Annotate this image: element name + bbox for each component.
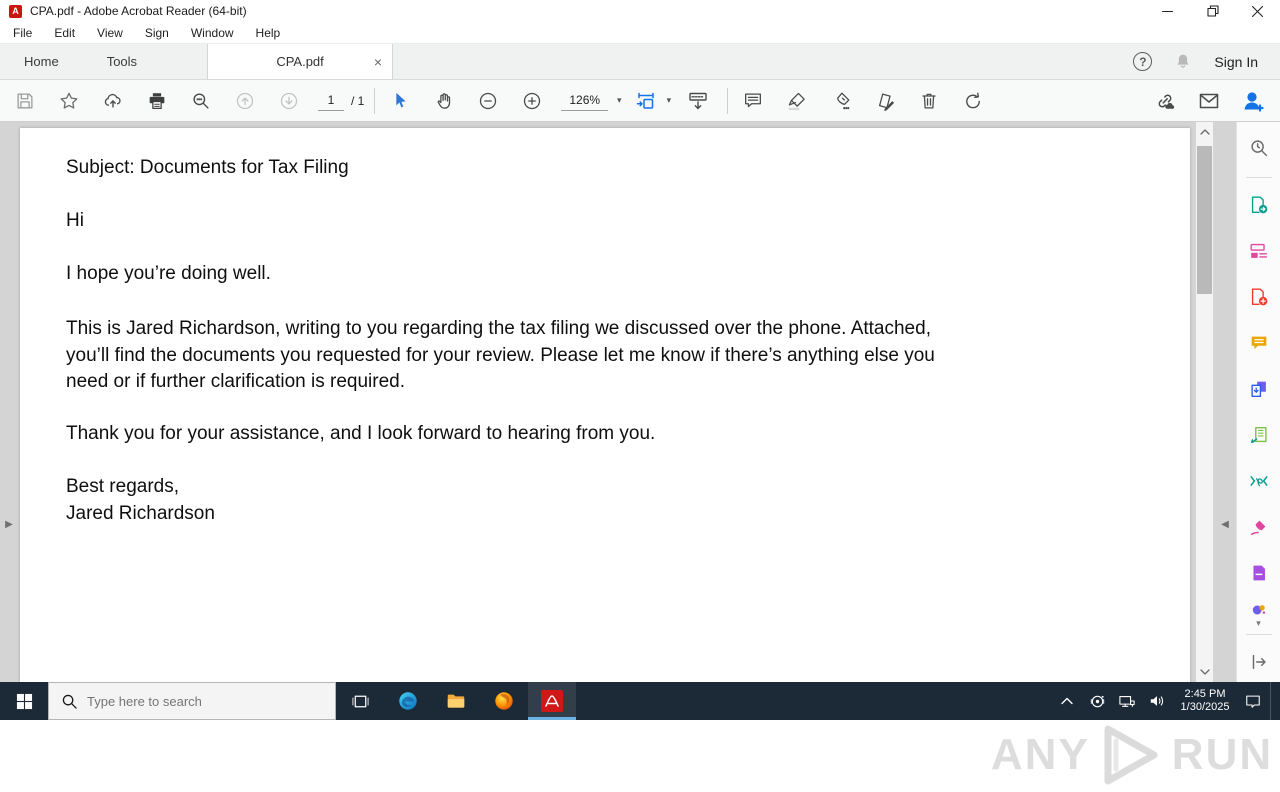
doc-line-greeting: Hi	[66, 210, 84, 231]
chevron-down-icon	[1200, 669, 1210, 675]
page-number-box	[318, 91, 364, 111]
rotate-button[interactable]	[956, 84, 990, 118]
expand-nav-pane-button[interactable]	[1, 514, 17, 534]
doc-body-line-3: need or if further clarification is required.	[66, 371, 405, 392]
title-bar	[0, 0, 1280, 22]
taskbar-search-input[interactable]	[87, 694, 317, 709]
acrobat-taskbar-icon	[541, 690, 563, 712]
star-icon	[58, 90, 80, 112]
envelope-icon	[1197, 89, 1221, 113]
menu-sign[interactable]: Sign	[144, 25, 169, 40]
fit-width-dropdown[interactable]	[634, 89, 672, 113]
more-tools-icon	[1248, 602, 1270, 618]
help-icon[interactable]: ?	[1133, 52, 1152, 71]
minimize-button[interactable]	[1145, 0, 1190, 22]
collapse-tools-pane-button[interactable]	[1216, 514, 1234, 534]
organize-pages-icon	[1248, 424, 1270, 446]
tab-document[interactable]	[207, 44, 393, 79]
hand-tool-button[interactable]	[427, 84, 461, 118]
clock-date: 1/30/2025	[1180, 701, 1230, 713]
profile-button[interactable]	[1236, 84, 1270, 118]
trash-icon	[918, 90, 940, 112]
sidebar-edit-pdf-tool[interactable]	[1242, 234, 1276, 268]
comment-button[interactable]	[736, 84, 770, 118]
fit-width-icon	[634, 89, 658, 113]
select-tool-button[interactable]	[383, 84, 417, 118]
menu-view[interactable]: View	[97, 25, 123, 40]
menu-bar	[0, 22, 1280, 44]
doc-body-line-2: you’ll find the documents you requested for your review. Please let me know if there’s anything else you	[66, 344, 935, 366]
edge-icon	[397, 690, 419, 712]
collapse-left-icon: ◀	[1221, 518, 1229, 530]
find-button[interactable]	[184, 84, 218, 118]
close-icon	[1252, 6, 1263, 17]
firefox-taskbar-button[interactable]	[480, 682, 528, 720]
page-up-icon	[234, 90, 256, 112]
page-down-icon	[278, 90, 300, 112]
firefox-icon	[493, 690, 515, 712]
zoom-out-icon	[477, 90, 499, 112]
tools-sidebar	[1236, 122, 1280, 682]
edit-pdf-icon	[1248, 240, 1270, 262]
minimize-icon	[1162, 6, 1173, 17]
zoom-out-button[interactable]	[471, 84, 505, 118]
delete-button[interactable]	[912, 84, 946, 118]
previous-page-button[interactable]	[228, 84, 262, 118]
notifications-bell-icon[interactable]	[1174, 52, 1192, 71]
tray-show-hidden-icons-button[interactable]	[1054, 682, 1080, 720]
clock-time: 2:45 PM	[1184, 688, 1226, 700]
system-tray	[1054, 682, 1280, 720]
protect-pdf-icon	[1248, 562, 1270, 584]
sidebar-separator	[1246, 634, 1272, 635]
task-view-button[interactable]	[336, 682, 384, 720]
taskbar	[0, 682, 1280, 720]
upload-cloud-button[interactable]	[96, 84, 130, 118]
acrobat-app-icon: A	[9, 5, 22, 18]
tab-close-icon[interactable]: ×	[373, 53, 383, 70]
reading-mode-button[interactable]	[681, 84, 715, 118]
compress-pdf-icon	[1248, 470, 1270, 492]
toolbar-separator	[374, 88, 375, 114]
task-view-icon	[351, 692, 370, 711]
restore-icon	[1207, 5, 1219, 17]
zoom-level-value: 126%	[561, 91, 608, 111]
sidebar-protect-pdf-tool[interactable]	[1242, 556, 1276, 590]
save-button[interactable]	[8, 84, 42, 118]
tab-document-label: CPA.pdf	[276, 54, 324, 69]
create-pdf-icon	[1248, 286, 1270, 308]
rotate-icon	[962, 90, 984, 112]
vertical-scrollbar[interactable]	[1196, 122, 1213, 682]
sidebar-compress-pdf-tool[interactable]	[1242, 464, 1276, 498]
zoom-in-icon	[521, 90, 543, 112]
taskbar-search-box[interactable]	[48, 682, 336, 720]
chevron-up-icon	[1200, 129, 1210, 135]
tab-tools[interactable]: Tools	[106, 54, 138, 69]
expand-right-icon: ▶	[5, 518, 13, 530]
file-explorer-taskbar-button[interactable]	[432, 682, 480, 720]
cursor-arrow-icon	[389, 90, 411, 112]
file-explorer-icon	[445, 690, 467, 712]
menu-edit[interactable]: Edit	[54, 25, 76, 40]
sidebar-comment-tool[interactable]	[1242, 326, 1276, 360]
person-add-icon	[1240, 88, 1266, 114]
window-title: CPA.pdf - Adobe Acrobat Reader (64-bit)	[30, 4, 247, 18]
doc-line-signoff: Best regards,	[66, 476, 179, 497]
page-count-label: / 1	[351, 93, 365, 108]
windows-logo-icon	[16, 693, 33, 710]
sidebar-organize-pages-tool[interactable]	[1242, 418, 1276, 452]
sidebar-more-tools[interactable]	[1248, 602, 1270, 628]
action-center-button[interactable]	[1240, 682, 1266, 720]
taskbar-clock[interactable]	[1174, 688, 1236, 714]
fountain-pen-icon	[830, 90, 852, 112]
hand-icon	[433, 90, 455, 112]
pdf-page	[20, 128, 1190, 682]
scroll-up-button[interactable]	[1196, 124, 1213, 140]
doc-body-line-1: This is Jared Richardson, writing to you regarding the tax filing we discussed over the phone. Attached,	[66, 318, 931, 339]
next-page-button[interactable]	[272, 84, 306, 118]
print-button[interactable]	[140, 84, 174, 118]
email-button[interactable]	[1192, 84, 1226, 118]
sidebar-fill-sign-tool[interactable]	[1242, 510, 1276, 544]
caret-down-icon: ▾	[1256, 618, 1261, 628]
page-number-input[interactable]	[318, 91, 344, 111]
combine-files-icon	[1248, 378, 1270, 400]
tab-home[interactable]: Home	[24, 54, 59, 69]
sidebar-combine-files-tool[interactable]	[1242, 372, 1276, 406]
doc-paragraph-body	[66, 316, 935, 396]
scrollbar-thumb[interactable]	[1197, 146, 1212, 294]
sidebar-create-pdf-tool[interactable]	[1242, 280, 1276, 314]
sidebar-export-pdf-tool[interactable]	[1242, 188, 1276, 222]
caret-down-icon: ▾	[666, 95, 672, 105]
doc-line-opening: I hope you’re doing well.	[66, 263, 271, 284]
highlighter-icon	[786, 90, 808, 112]
anyrun-watermark	[990, 718, 1274, 792]
doc-line-subject: Subject: Documents for Tax Filing	[66, 157, 349, 178]
export-pdf-icon	[1248, 194, 1270, 216]
cloud-upload-icon	[102, 90, 124, 112]
comment-icon	[742, 90, 764, 112]
save-icon	[14, 90, 36, 112]
comment-tool-icon	[1248, 332, 1270, 354]
document-pen-icon	[874, 90, 896, 112]
star-button[interactable]	[52, 84, 86, 118]
start-button[interactable]	[0, 682, 48, 720]
scroll-down-button[interactable]	[1196, 664, 1213, 680]
zoom-in-button[interactable]	[515, 84, 549, 118]
chevron-up-icon	[1061, 697, 1073, 705]
open-tools-pane-button[interactable]	[1242, 645, 1276, 679]
restore-button[interactable]	[1190, 0, 1235, 22]
highlight-button[interactable]	[780, 84, 814, 118]
share-link-button[interactable]	[1148, 84, 1182, 118]
tray-volume-icon[interactable]	[1144, 682, 1170, 720]
sidebar-find-tool[interactable]	[1242, 131, 1276, 165]
sign-in-button[interactable]: Sign In	[1214, 53, 1258, 70]
request-signature-button[interactable]	[868, 84, 902, 118]
doc-line-signature: Jared Richardson	[66, 503, 215, 524]
menu-help[interactable]: Help	[255, 25, 281, 40]
search-icon	[190, 90, 212, 112]
menu-file[interactable]: File	[13, 25, 33, 40]
acrobat-taskbar-button[interactable]	[528, 682, 576, 720]
search-icon	[62, 694, 77, 709]
menu-window[interactable]: Window	[190, 25, 234, 40]
toolbar	[0, 80, 1280, 122]
tab-bar	[0, 44, 1280, 80]
anyrun-play-logo-icon	[1094, 723, 1168, 787]
watermark-text-run: RUN	[1171, 730, 1274, 779]
close-button[interactable]	[1235, 0, 1280, 22]
edge-taskbar-button[interactable]	[384, 682, 432, 720]
doc-line-closing: Thank you for your assistance, and I look forward to hearing from you.	[66, 423, 656, 444]
search-document-icon	[1248, 137, 1270, 159]
watermark-text-any: ANY	[990, 730, 1090, 779]
tray-agent-icon[interactable]	[1084, 682, 1110, 720]
caret-down-icon: ▾	[617, 95, 622, 105]
toolbar-separator	[727, 88, 728, 114]
printer-icon	[146, 90, 168, 112]
sidebar-separator	[1246, 177, 1272, 178]
expand-pane-arrow-icon	[1248, 651, 1270, 673]
zoom-level-dropdown[interactable]	[561, 91, 621, 111]
reading-mode-icon	[686, 89, 710, 113]
fill-sign-button[interactable]	[824, 84, 858, 118]
link-cloud-icon	[1153, 89, 1177, 113]
show-desktop-button[interactable]	[1270, 682, 1276, 720]
tray-network-icon[interactable]	[1114, 682, 1140, 720]
fill-sign-tool-icon	[1248, 516, 1270, 538]
